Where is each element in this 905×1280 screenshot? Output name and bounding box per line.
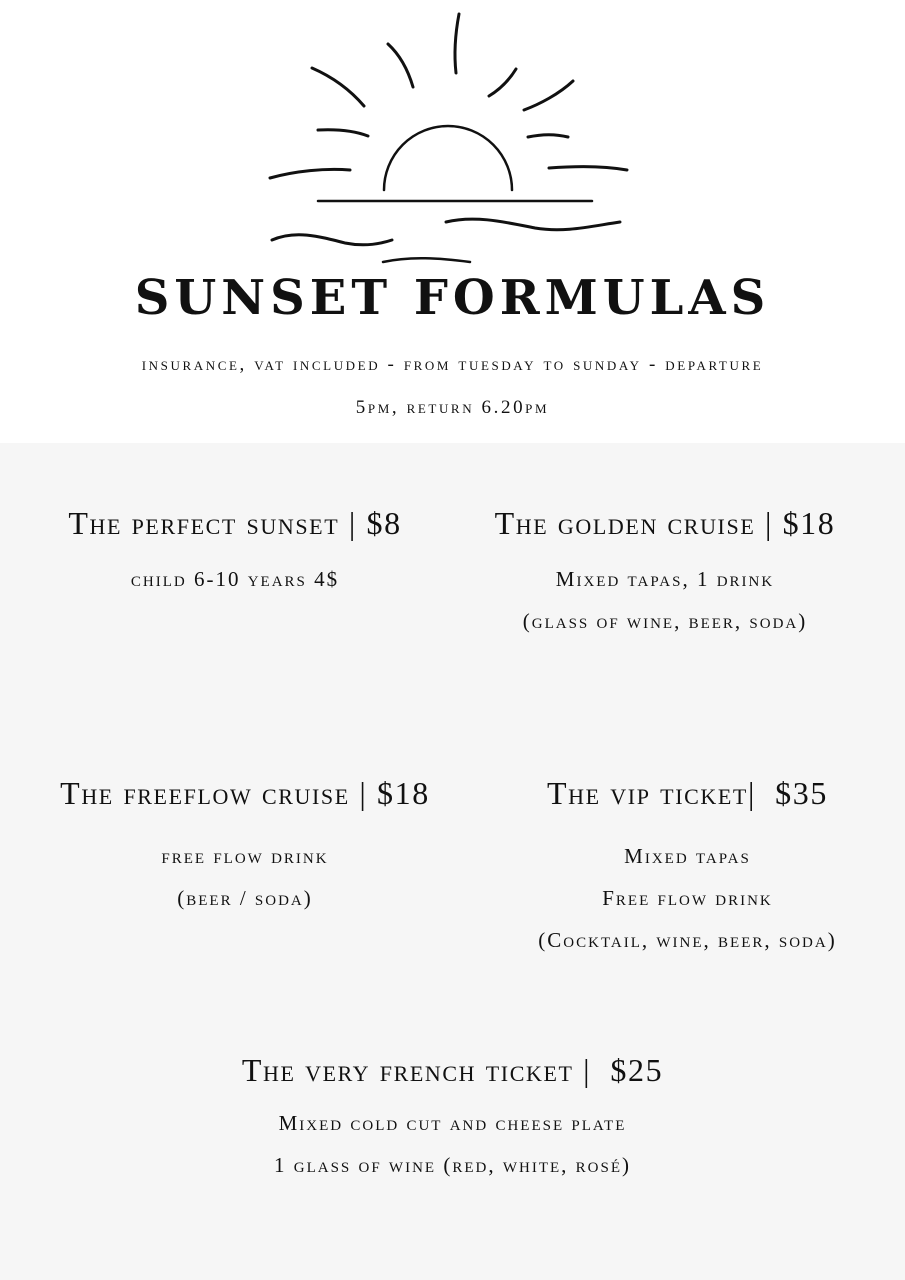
formula-golden-cruise [455, 503, 875, 642]
formula-title: The golden cruise | $18 [494, 505, 836, 541]
subtitle-line: 5pm, return 6.20pm [355, 397, 550, 418]
description-line: Free flow drink [602, 886, 773, 910]
formula-title: The freeflow cruise | $18 [60, 775, 430, 811]
formula-perfect-sunset [20, 503, 450, 600]
description-line: Mixed tapas [624, 844, 751, 868]
header [0, 0, 905, 443]
formula-title: The very french ticket | $25 [241, 1052, 664, 1088]
formula-very-french-ticket [100, 1050, 805, 1186]
description-line: (glass of wine, beer, soda) [522, 609, 808, 633]
subtitle-line: insurance, vat included - from tuesday to sunday - departure [141, 354, 764, 375]
formula-vip-ticket [490, 773, 885, 961]
description-line: free flow drink [161, 844, 329, 868]
page-title: SUNSET FORMULAS [134, 270, 771, 326]
description-line: Mixed cold cut and cheese plate [278, 1111, 627, 1135]
description-line: child 6-10 years 4$ [130, 567, 340, 591]
formula-description [20, 558, 450, 600]
formula-description [455, 558, 875, 642]
formula-description [100, 1102, 805, 1186]
description-line: (beer / soda) [177, 886, 313, 910]
formula-title: The vip ticket| $35 [547, 775, 828, 811]
formula-description [490, 835, 885, 961]
formula-title: The perfect sunset | $8 [68, 505, 402, 541]
description-line: 1 glass of wine (red, white, rosé) [274, 1153, 631, 1177]
description-line: Mixed tapas, 1 drink [555, 567, 775, 591]
formula-freeflow-cruise [20, 773, 470, 919]
formula-description [20, 835, 470, 919]
sunset-over-waves-icon [0, 0, 905, 275]
subtitle [20, 343, 885, 429]
description-line: (Cocktail, wine, beer, soda) [538, 928, 837, 952]
